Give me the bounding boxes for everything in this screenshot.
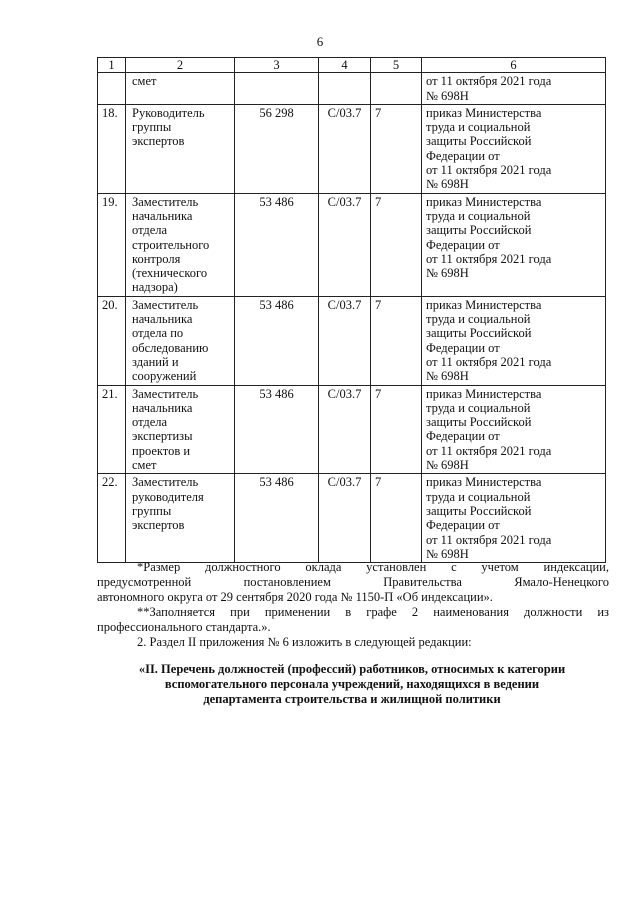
position-title-line: начальника [132, 400, 193, 415]
position-title-line: сооружений [132, 369, 197, 384]
legal-basis-line: приказ Министерства [426, 297, 542, 312]
positions-table [97, 57, 606, 563]
position-title-line: обследованию [132, 340, 209, 355]
legal-basis-line: Федерации от [426, 518, 500, 533]
legal-basis-cell [422, 73, 606, 105]
legal-basis-line: труда и социальной [426, 120, 531, 135]
section-heading [92, 662, 612, 707]
position-title-line: группы [132, 120, 172, 135]
legal-basis-line: Федерации от [426, 429, 500, 444]
column-header-4: 4 [319, 58, 371, 73]
legal-basis-cell [422, 385, 606, 474]
salary-cell: 56 298 [235, 104, 319, 193]
position-title-cell [126, 385, 235, 474]
legal-basis-line: от 11 октября 2021 года [426, 443, 552, 458]
function-code-cell: С/03.7 [319, 474, 371, 563]
salary-footnote-line: *Размер должностного оклада установлен с учетом индексации, [137, 560, 609, 574]
position-title-cell [126, 104, 235, 193]
column-header-2: 2 [126, 58, 235, 73]
legal-basis-line: Федерации от [426, 148, 500, 163]
position-title-line: надзора) [132, 280, 178, 295]
legal-basis-line: защиты Российской [426, 503, 532, 518]
legal-basis-line: № 698Н [426, 458, 469, 473]
position-title-line: отдела [132, 223, 168, 238]
position-title-line: Заместитель [132, 386, 199, 401]
salary-cell: 53 486 [235, 385, 319, 474]
legal-basis-line: от 11 октября 2021 года [426, 354, 552, 369]
position-title-line: отдела по [132, 326, 184, 341]
position-title-line: начальника [132, 312, 193, 327]
position-title-line: проектов и [132, 443, 191, 458]
legal-basis-line: защиты Российской [426, 326, 532, 341]
legal-basis-line: защиты Российской [426, 223, 532, 238]
position-title-line: (технического [132, 266, 208, 281]
legal-basis-line: приказ Министерства [426, 105, 542, 120]
function-code-cell [319, 73, 371, 105]
position-title-cell [126, 474, 235, 563]
salary-cell: 53 486 [235, 474, 319, 563]
column-header-3: 3 [235, 58, 319, 73]
position-title-line: группы [132, 503, 172, 518]
position-title-cell [126, 73, 235, 105]
legal-basis-line: приказ Министерства [426, 475, 542, 490]
table-row [98, 385, 606, 474]
function-code-cell: С/03.7 [319, 193, 371, 296]
position-title-cell [126, 296, 235, 385]
legal-basis-line: № 698Н [426, 369, 469, 384]
position-title-line: контроля [132, 251, 181, 266]
position-title-line: начальника [132, 208, 193, 223]
legal-basis-line: труда и социальной [426, 208, 531, 223]
legal-basis-cell [422, 104, 606, 193]
function-code-cell: С/03.7 [319, 296, 371, 385]
legal-basis-line: от 11 октября 2021 года [426, 74, 552, 89]
row-number: 19. [98, 193, 126, 296]
position-title-line: Заместитель [132, 475, 199, 490]
qualification-level-cell: 7 [371, 104, 422, 193]
row-number [98, 73, 126, 105]
legal-basis-line: № 698Н [426, 546, 469, 561]
position-title-line: отдела [132, 415, 168, 430]
position-title-line: строительного [132, 237, 210, 252]
qualification-level-cell [371, 73, 422, 105]
salary-cell: 53 486 [235, 296, 319, 385]
position-name-footnote-line: профессионального стандарта.». [97, 620, 271, 634]
salary-cell [235, 73, 319, 105]
legal-basis-cell [422, 474, 606, 563]
position-title-line: Руководитель [132, 105, 205, 120]
legal-basis-line: приказ Министерства [426, 386, 542, 401]
position-title-line: экспертизы [132, 429, 193, 444]
row-number: 20. [98, 296, 126, 385]
legal-basis-line: № 698Н [426, 177, 469, 192]
legal-basis-line: от 11 октября 2021 года [426, 251, 552, 266]
legal-basis-line: от 11 октября 2021 года [426, 532, 552, 547]
legal-basis-cell [422, 193, 606, 296]
salary-cell: 53 486 [235, 193, 319, 296]
table-row [98, 193, 606, 296]
legal-basis-line: защиты Российской [426, 134, 532, 149]
table-row [98, 104, 606, 193]
legal-basis-line: приказ Министерства [426, 194, 542, 209]
legal-basis-line: труда и социальной [426, 489, 531, 504]
position-title-line: экспертов [132, 134, 185, 149]
table-row [98, 73, 606, 105]
position-title-line: смет [132, 74, 157, 89]
position-title-line: смет [132, 458, 157, 473]
column-header-5: 5 [371, 58, 422, 73]
legal-basis-line: труда и социальной [426, 400, 531, 415]
section-heading-line: «II. Перечень должностей (профессий) работников, относимых к категории [138, 662, 566, 676]
qualification-level-cell: 7 [371, 296, 422, 385]
position-name-footnote-line: **Заполняется при применении в графе 2 наименования должности из [137, 605, 609, 619]
legal-basis-line: № 698Н [426, 88, 469, 103]
position-title-line: Заместитель [132, 194, 199, 209]
legal-basis-cell [422, 296, 606, 385]
row-number: 22. [98, 474, 126, 563]
column-header-6: 6 [422, 58, 606, 73]
table-row [98, 296, 606, 385]
position-title-line: Заместитель [132, 297, 199, 312]
position-name-footnote [97, 605, 609, 635]
amendment-item-2: 2. Раздел II приложения № 6 изложить в следующей редакции: [137, 635, 472, 649]
salary-footnote [97, 560, 609, 605]
qualification-level-cell: 7 [371, 474, 422, 563]
legal-basis-line: Федерации от [426, 340, 500, 355]
salary-footnote-line: предусмотренной постановлением Правительства Ямало-Ненецкого [97, 575, 609, 589]
legal-basis-line: Федерации от [426, 237, 500, 252]
qualification-level-cell: 7 [371, 385, 422, 474]
position-title-line: зданий и [132, 354, 179, 369]
column-header-1: 1 [98, 58, 126, 73]
function-code-cell: С/03.7 [319, 104, 371, 193]
legal-basis-line: от 11 октября 2021 года [426, 163, 552, 178]
qualification-level-cell: 7 [371, 193, 422, 296]
position-title-cell [126, 193, 235, 296]
position-title-line: руководителя [132, 489, 204, 504]
legal-basis-line: труда и социальной [426, 312, 531, 327]
row-number: 18. [98, 104, 126, 193]
section-heading-line: департамента строительства и жилищной политики [203, 692, 501, 706]
function-code-cell: С/03.7 [319, 385, 371, 474]
salary-footnote-line: автономного округа от 29 сентября 2020 года № 1150-П «Об индексации». [97, 590, 493, 604]
row-number: 21. [98, 385, 126, 474]
legal-basis-line: № 698Н [426, 266, 469, 281]
legal-basis-line: защиты Российской [426, 415, 532, 430]
section-heading-line: вспомогательного персонала учреждений, находящихся в ведении [164, 677, 540, 691]
table-header-row [98, 58, 606, 73]
position-title-line: экспертов [132, 518, 185, 533]
table-row [98, 474, 606, 563]
page-number: 6 [316, 34, 324, 49]
